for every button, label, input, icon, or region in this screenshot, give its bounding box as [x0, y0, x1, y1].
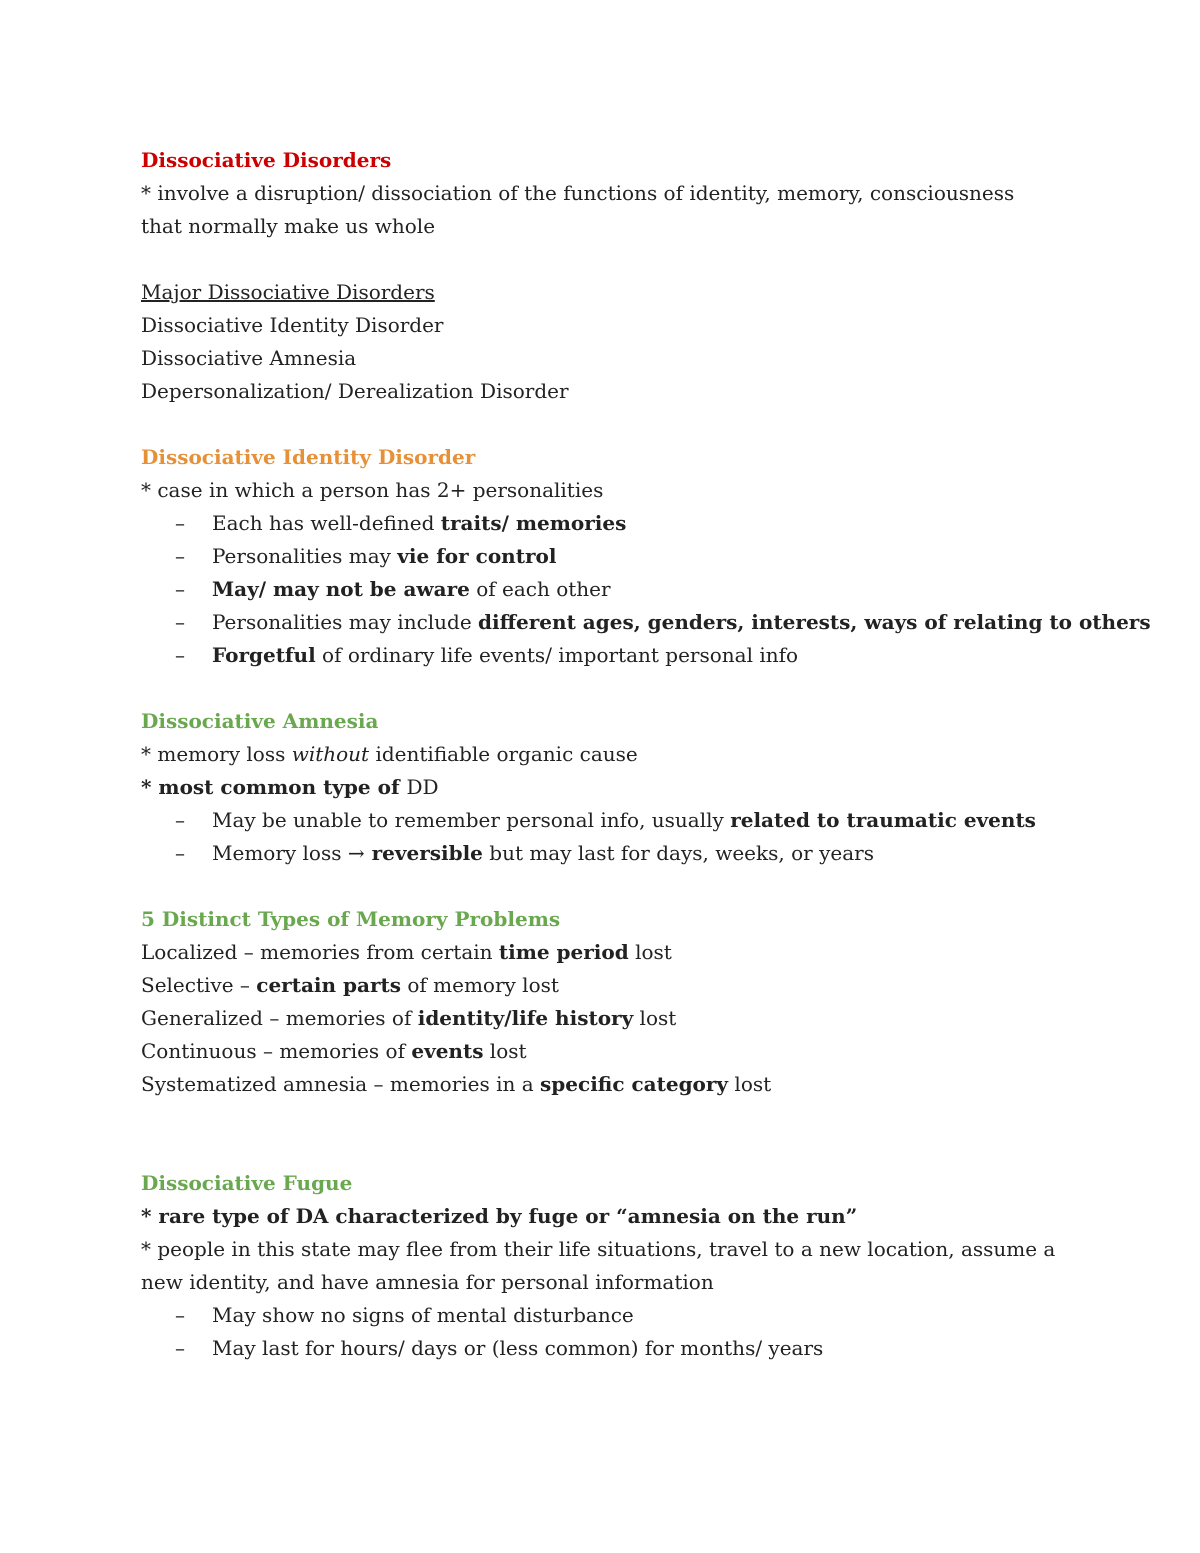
- document-body: [141, 144, 1151, 1365]
- dash-bullet-icon: –: [175, 1303, 185, 1327]
- paragraph-fugue-description: * people in this state may flee from their life situations, travel to a new location, assume a new identity, and have amnesia for personal information: [141, 1237, 1056, 1294]
- dash-bullet-icon: –: [175, 511, 185, 535]
- memory-type-item: Systematized amnesia – memories in a specific category lost: [141, 1072, 772, 1096]
- list-item: Dissociative Identity Disorder: [141, 313, 444, 337]
- paragraph-did-definition: * case in which a person has 2+ personalities: [141, 478, 604, 502]
- heading-major-disorders: Major Dissociative Disorders: [141, 280, 435, 304]
- paragraph-amnesia-definition: * memory loss without identifiable organic cause: [141, 742, 638, 766]
- bullet-item: – May be unable to remember personal info, usually related to traumatic events: [141, 804, 1061, 837]
- memory-type-item: Localized – memories from certain time period lost: [141, 940, 672, 964]
- memory-type-item: Selective – certain parts of memory lost: [141, 973, 559, 997]
- dash-bullet-icon: –: [175, 610, 185, 634]
- heading-did: Dissociative Identity Disorder: [141, 445, 476, 469]
- memory-type-item: Generalized – memories of identity/life history lost: [141, 1006, 677, 1030]
- paragraph-definition: * involve a disruption/ dissociation of the functions of identity, memory, consciousness that normally make us whole: [141, 181, 1015, 238]
- heading-memory-problems: 5 Distinct Types of Memory Problems: [141, 907, 561, 931]
- heading-dissociative-disorders: Dissociative Disorders: [141, 148, 392, 172]
- bullet-item: – Forgetful of ordinary life events/ important personal info: [141, 639, 1061, 672]
- heading-dissociative-amnesia: Dissociative Amnesia: [141, 709, 379, 733]
- arrow-right-icon: →: [347, 841, 365, 865]
- dash-bullet-icon: –: [175, 544, 185, 568]
- bullet-item: – May show no signs of mental disturbance: [141, 1299, 1061, 1332]
- memory-type-item: Continuous – memories of events lost: [141, 1039, 527, 1063]
- dash-bullet-icon: –: [175, 1336, 185, 1360]
- dash-bullet-icon: –: [175, 577, 185, 601]
- dash-bullet-icon: –: [175, 643, 185, 667]
- bullet-item: – Each has well-defined traits/ memories: [141, 507, 1061, 540]
- list-item: Dissociative Amnesia: [141, 346, 357, 370]
- bullet-item: – Personalities may vie for control: [141, 540, 1061, 573]
- dash-bullet-icon: –: [175, 808, 185, 832]
- bullet-item: – May last for hours/ days or (less common) for months/ years: [141, 1332, 1061, 1365]
- bullet-item: – May/ may not be aware of each other: [141, 573, 1061, 606]
- paragraph-amnesia-common: * most common type of DD: [141, 775, 439, 799]
- bullet-item: – Memory loss → reversible but may last for days, weeks, or years: [141, 837, 1061, 870]
- bullet-item: – Personalities may include different ages, genders, interests, ways of relating to others: [141, 606, 1061, 639]
- paragraph-fugue-definition: * rare type of DA characterized by fuge or “amnesia on the run”: [141, 1204, 858, 1228]
- list-item: Depersonalization/ Derealization Disorder: [141, 379, 569, 403]
- heading-dissociative-fugue: Dissociative Fugue: [141, 1171, 353, 1195]
- dash-bullet-icon: –: [175, 841, 185, 865]
